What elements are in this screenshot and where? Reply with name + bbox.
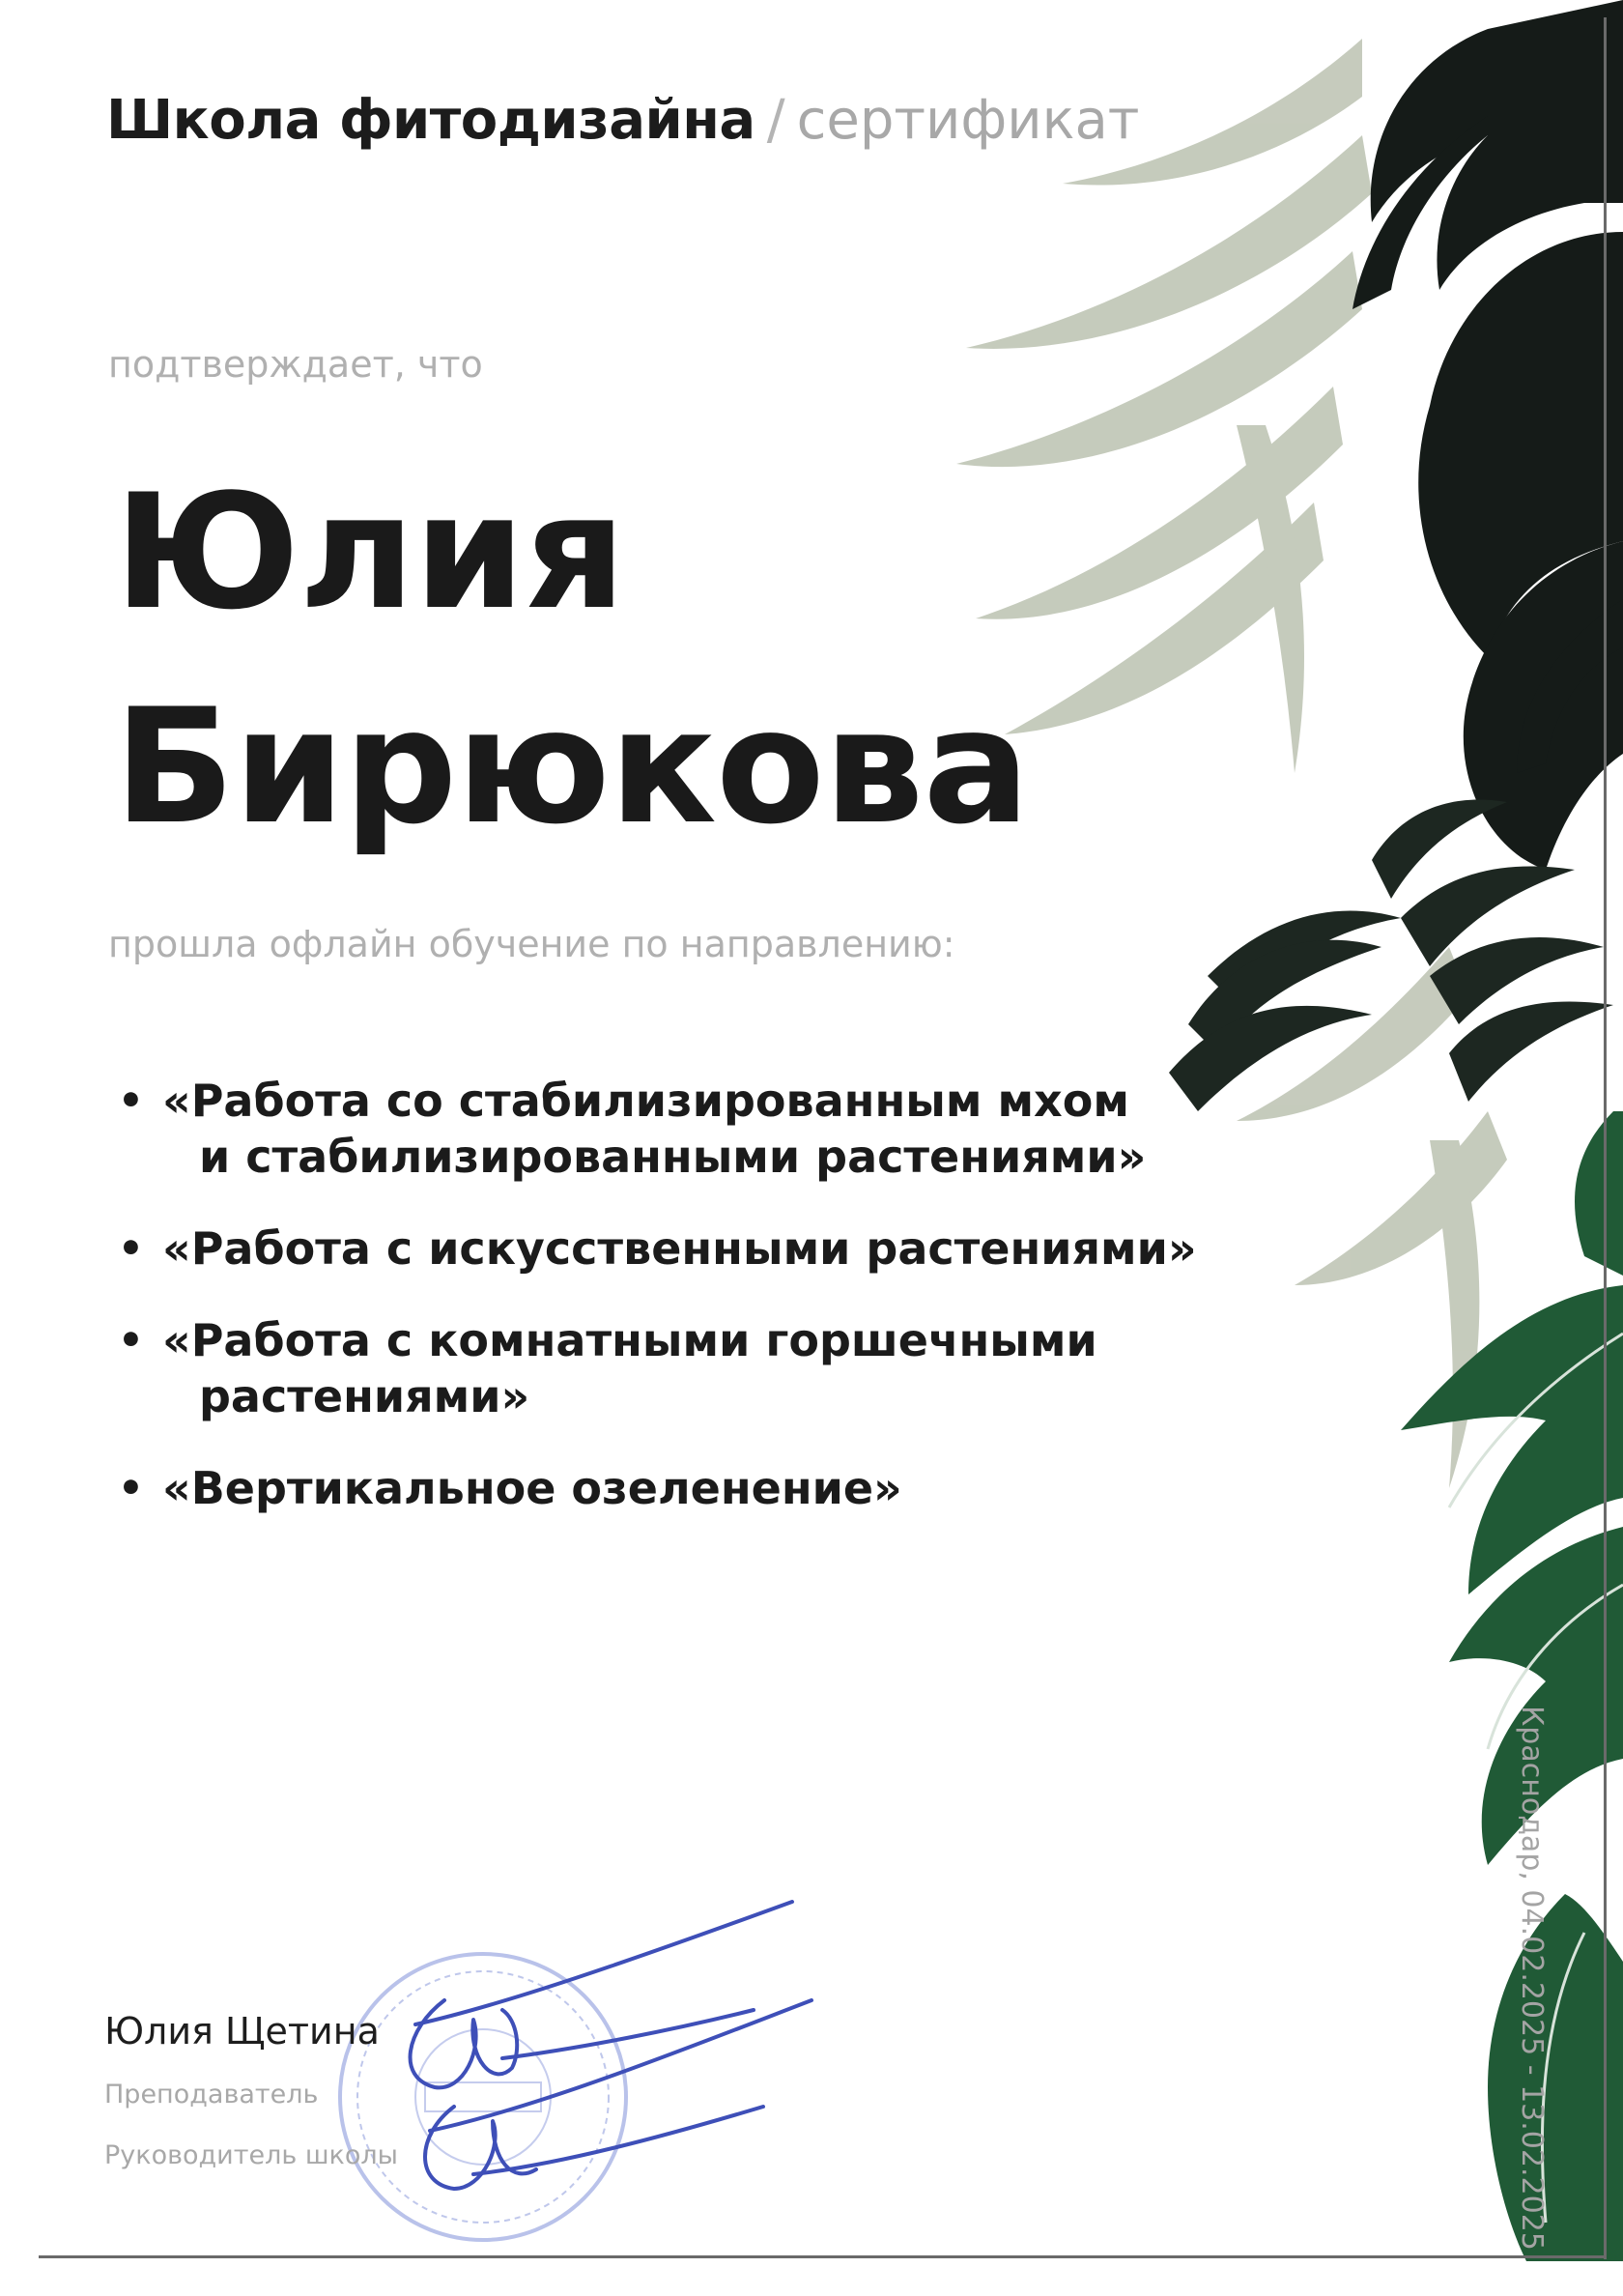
course-list — [116, 1073, 1256, 1552]
confirms-text: подтверждает, что — [108, 343, 483, 386]
certificate-header — [106, 89, 1139, 152]
green-leaves — [1401, 1111, 1623, 2261]
frame-bottom-line — [39, 2255, 1606, 2258]
school-name: Школа фитодизайна — [106, 89, 755, 152]
course-line: • «Вертикальное озеленение» — [162, 1462, 902, 1514]
course-line: • «Работа со стабилизированным мхом — [162, 1075, 1129, 1127]
document-type: сертификат — [796, 89, 1140, 152]
studied-text: прошла офлайн обучение по направлению: — [108, 923, 955, 965]
course-item — [116, 1073, 1256, 1185]
course-item — [116, 1220, 1256, 1277]
course-item — [116, 1312, 1256, 1424]
frame-right-line — [1604, 17, 1607, 2259]
signatory-role-teacher: Преподаватель — [104, 2080, 319, 2109]
course-line: и стабилизированными растениями» — [199, 1131, 1147, 1183]
signatory-name: Юлия Щетина — [104, 2010, 380, 2052]
course-item — [116, 1460, 1256, 1516]
recipient-first-name: Юлия — [114, 460, 625, 645]
course-line: • «Работа с искусственными растениями» — [162, 1222, 1197, 1275]
header-separator: / — [766, 89, 785, 152]
place-and-dates: Краснодар, 04.02.2025 - 13.02.2025 — [1515, 1706, 1549, 2251]
signatory-role-head: Руководитель школы — [104, 2140, 398, 2170]
handwritten-signature — [348, 1894, 927, 2242]
monstera-leaves — [1352, 0, 1623, 870]
course-line: растениями» — [199, 1370, 530, 1422]
course-line: • «Работа с комнатными горшечными — [162, 1314, 1097, 1366]
recipient-last-name: Бирюкова — [114, 674, 1030, 859]
